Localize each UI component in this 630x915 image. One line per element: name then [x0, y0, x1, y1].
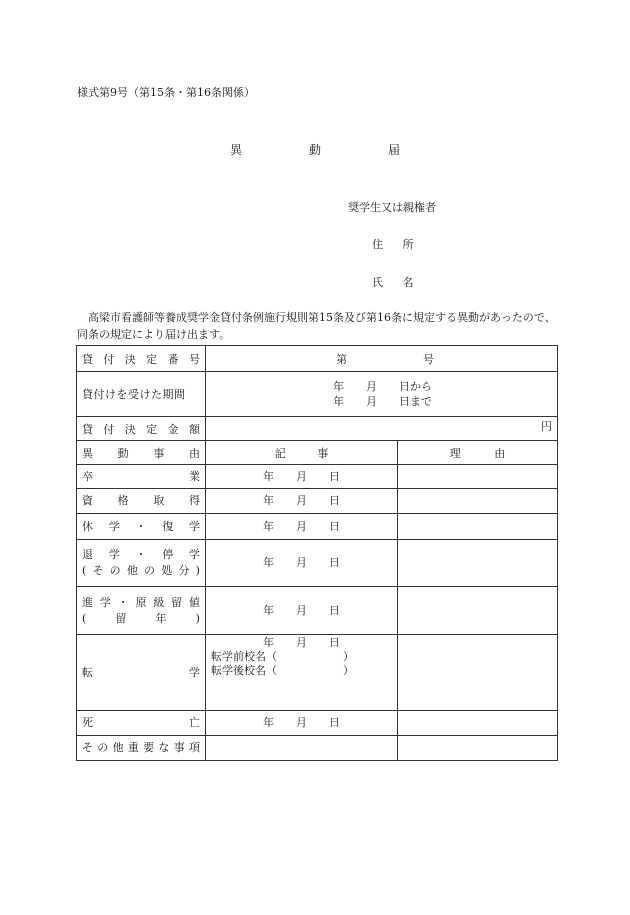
event-row [77, 711, 558, 736]
event-label-cell [77, 489, 206, 514]
loan-period-label: 貸付けを受けた期間 [82, 388, 186, 401]
event-row [77, 540, 558, 587]
loan-period-label-cell [77, 372, 206, 417]
loan-amount-row [77, 417, 558, 441]
reason-cell[interactable] [398, 587, 558, 635]
event-label: 進 学 ・ 原 級 留 値 [82, 595, 200, 609]
applicant-type-label: 奨学生又は親権者 [348, 201, 436, 214]
event-label-cell [77, 635, 206, 711]
loan-amount-label-cell [77, 417, 206, 441]
event-label-cell [77, 465, 206, 489]
title-char: 異 [230, 143, 243, 157]
reason-cell[interactable] [398, 635, 558, 711]
event-row [77, 587, 558, 635]
event-label-cell [77, 711, 206, 736]
title-char: 届 [387, 143, 400, 157]
event-label-cell [77, 587, 206, 635]
loan-number-field[interactable] [206, 346, 558, 372]
event-row [77, 489, 558, 514]
record-cell[interactable] [206, 587, 398, 635]
change-notification-table [76, 345, 558, 761]
reason-header: 理 由 [449, 446, 506, 460]
name-label: 氏 名 [372, 276, 422, 289]
event-label-cell [77, 540, 206, 587]
event-label: 退 学 ・ 停 学 [82, 548, 200, 561]
event-label: 資 格 取 得 [82, 494, 200, 507]
reason-cell[interactable] [398, 736, 558, 761]
reason-header-cell [398, 441, 558, 465]
event-row [77, 465, 558, 489]
reason-cell[interactable] [398, 514, 558, 540]
loan-period-field[interactable] [206, 372, 558, 417]
reason-cell[interactable] [398, 711, 558, 736]
loan-number-label: 貸 付 決 定 番 号 [82, 352, 200, 366]
address-label: 住 所 [372, 238, 422, 251]
record-date: 年 月 日 [263, 519, 340, 533]
amount-unit: 円 [541, 420, 552, 433]
record-cell[interactable] [206, 540, 398, 587]
record-cell[interactable] [206, 465, 398, 489]
event-label: 死 亡 [82, 716, 200, 729]
event-label: 休 学 ・ 復 学 [82, 519, 200, 533]
document-title [230, 141, 400, 158]
record-cell[interactable] [206, 711, 398, 736]
event-label: ( そ の 他 の 処 分 ) [82, 564, 200, 577]
loan-period-row [77, 372, 558, 417]
reason-cell[interactable] [398, 465, 558, 489]
title-char: 動 [308, 143, 321, 157]
event-label: 転 学 [82, 665, 200, 679]
notification-statement: 高梁市看護師等養成奨学金貸付条例施行規則第15条及び第16条に規定する異動があったので、同条の規定により届け出ます。 [77, 311, 556, 341]
record-date: 年 月 日 [263, 556, 340, 569]
event-label: ( 留 年 ) [82, 611, 200, 625]
event-label-cell [77, 514, 206, 540]
record-cell[interactable] [206, 635, 398, 711]
record-header-cell [206, 441, 398, 465]
event-header-cell [77, 441, 206, 465]
period-from: 年 月 日から [333, 380, 432, 393]
record-cell[interactable] [206, 514, 398, 540]
form-number-label: 様式第9号（第15条・第16条関係） [77, 86, 255, 99]
record-cell[interactable] [206, 736, 398, 761]
event-row [77, 635, 558, 711]
record-header: 記 事 [274, 446, 329, 460]
school-name-line: 転学後校名（ ） [211, 664, 354, 677]
reason-cell[interactable] [398, 489, 558, 514]
event-rows [77, 465, 558, 761]
event-row [77, 736, 558, 761]
event-label: そ の 他 重 要 な 事 項 [82, 741, 200, 754]
record-cell[interactable] [206, 489, 398, 514]
school-name-line: 転学前校名（ ） [211, 650, 354, 663]
record-date: 年 月 日 [263, 716, 340, 729]
period-to: 年 月 日まで [333, 395, 432, 408]
event-label: 卒 業 [82, 469, 200, 483]
loan-amount-label: 貸 付 決 定 金 額 [82, 422, 200, 436]
loan-amount-field[interactable] [206, 417, 558, 441]
loan-number-row [77, 346, 558, 372]
record-date: 年 月 日 [263, 636, 340, 649]
header-row [77, 441, 558, 465]
event-label-cell [77, 736, 206, 761]
record-date: 年 月 日 [263, 469, 340, 483]
loan-number-label-cell [77, 346, 206, 372]
record-date: 年 月 日 [263, 603, 340, 617]
record-date: 年 月 日 [263, 494, 340, 507]
number-prefix: 第 [336, 352, 347, 366]
event-row [77, 514, 558, 540]
event-header: 異 動 事 由 [82, 446, 200, 460]
reason-cell[interactable] [398, 540, 558, 587]
number-suffix: 号 [423, 352, 434, 366]
